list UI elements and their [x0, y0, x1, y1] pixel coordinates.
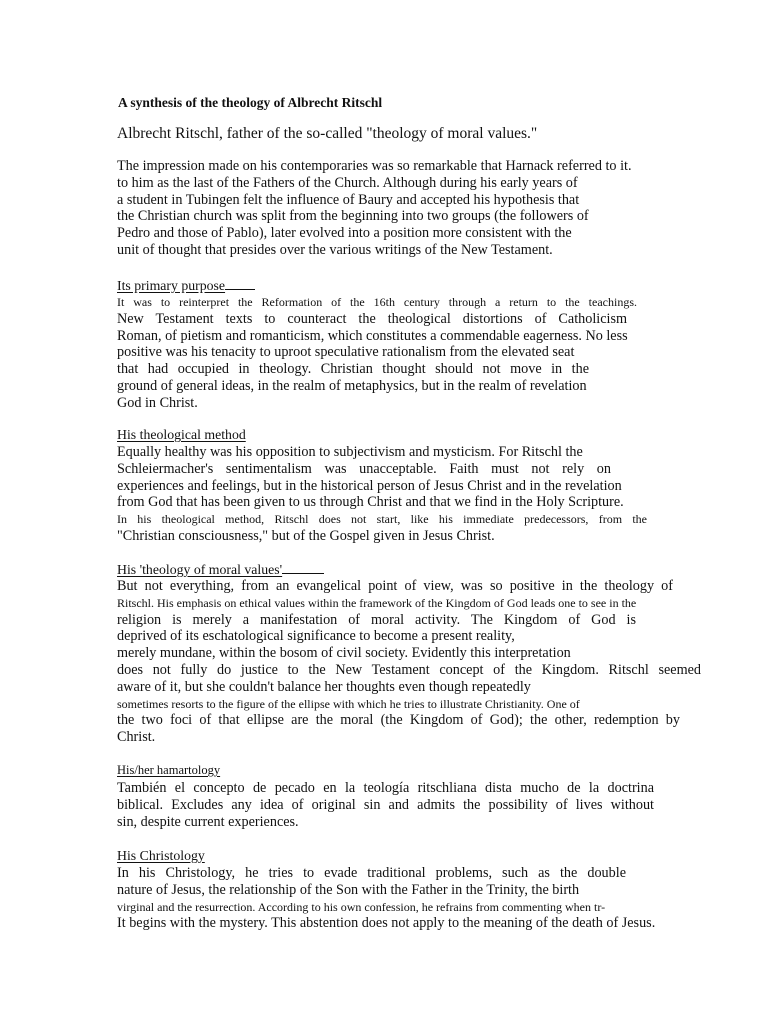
paragraph-line: biblical. Excludes any idea of original sin and admits the possibility of lives without	[117, 796, 654, 813]
paragraph-line: But not everything, from an evangelical point of view, was so positive in the theology of	[117, 578, 673, 594]
paragraph-line: Equally healthy was his opposition to subjectivism and mysticism. For Ritschl the	[117, 444, 583, 460]
paragraph-line: aware of it, but she couldn't balance her thoughts even though repeatedly	[117, 678, 531, 695]
paragraph-line: experiences and feelings, but in the historical person of Jesus Christ and in the revelation	[117, 477, 622, 494]
paragraph-line: New Testament texts to counteract the theological distortions of Catholicism	[117, 310, 627, 327]
paragraph-line: Roman, of pietism and romanticism, which constitutes a commendable eagerness. No less	[117, 327, 628, 344]
section-heading-christology: His Christology	[117, 848, 205, 863]
section-body-primary-purpose	[117, 294, 677, 412]
paragraph-line: the two foci of that ellipse are the moral (the Kingdom of God); the other, redemption by	[117, 712, 680, 729]
document-title: A synthesis of the theology of Albrecht Ritschl	[118, 95, 383, 110]
paragraph-line: religion is merely a manifestation of moral activity. The Kingdom of God is	[117, 611, 636, 628]
paragraph-line: In his theological method, Ritschl does not start, like his immediate predecessors, from the	[117, 512, 647, 527]
paragraph-line: a student in Tubingen felt the influence of Baury and accepted his hypothesis that	[117, 191, 580, 208]
paragraph-line: ground of general ideas, in the realm of metaphysics, but in the realm of revelation	[117, 377, 587, 394]
paragraph-line: Christ.	[117, 729, 156, 746]
section-heading-moral-values: His 'theology of moral values'	[117, 561, 324, 578]
paragraph-line: does not fully do justice to the New Testament concept of the Kingdom. Ritschl seemed	[117, 661, 701, 678]
paragraph-line: that had occupied in theology. Christian thought should not move in the	[117, 361, 589, 378]
paragraph-line: positive was his tenacity to uproot speculative rationalism from the elevated seat	[117, 344, 575, 361]
section-heading-primary-purpose: Its primary purpose	[117, 277, 255, 294]
section-heading-hamartology: His/her hamartology	[117, 763, 221, 777]
paragraph-line: unit of thought that presides over the various writings of the New Testament.	[117, 241, 553, 258]
paragraph-line: Schleiermacher's sentimentalism was unacceptable. Faith must not rely on	[117, 460, 611, 477]
section-body-theological-method	[117, 444, 677, 545]
paragraph-line: virginal and the resurrection. According to his own confession, he refrains from commenting when tr-	[117, 899, 606, 914]
paragraph-line: "Christian consciousness," but of the Gospel given in Jesus Christ.	[117, 527, 495, 544]
paragraph-line: merely mundane, within the bosom of civil society. Evidently this interpretation	[117, 645, 571, 662]
paragraph-line: to him as the last of the Fathers of the Church. Although during his early years of	[117, 174, 578, 191]
paragraph-line: It was to reinterpret the Reformation of the 16th century through a return to the teachings.	[117, 295, 637, 309]
paragraph-line: deprived of its eschatological significance to become a present reality,	[117, 628, 515, 645]
paragraph-line: from God that has been given to us through Christ and that we find in the Holy Scripture.	[117, 494, 624, 511]
paragraph-line: Pedro and those of Pablo), later evolved into a position more consistent with the	[117, 225, 572, 242]
intro-paragraph	[117, 158, 677, 259]
document-subtitle: Albrecht Ritschl, father of the so-called "theology of moral values."	[117, 125, 538, 142]
paragraph-line: nature of Jesus, the relationship of the Son with the Father in the Trinity, the birth	[117, 881, 580, 898]
paragraph-line: sin, despite current experiences.	[117, 813, 299, 830]
section-body-hamartology	[117, 780, 677, 830]
section-body-moral-values	[117, 578, 701, 746]
paragraph-line: the Christian church was split from the beginning into two groups (the followers of	[117, 208, 589, 225]
section-body-christology	[117, 865, 677, 932]
paragraph-line: También el concepto de pecado en la teología ritschliana dista mucho de la doctrina	[117, 780, 654, 796]
paragraph-line: sometimes resorts to the figure of the ellipse with which he tries to illustrate Christianity. One of	[117, 696, 580, 711]
paragraph-line: God in Christ.	[117, 394, 198, 411]
paragraph-line: Ritschl. His emphasis on ethical values within the framework of the Kingdom of God leads one to see in the	[117, 595, 637, 610]
section-heading-theological-method: His theological method	[117, 427, 246, 442]
paragraph-line: The impression made on his contemporaries was so remarkable that Harnack referred to it.	[117, 158, 632, 174]
paragraph-line: In his Christology, he tries to evade traditional problems, such as the double	[117, 865, 626, 881]
paragraph-line: It begins with the mystery. This abstention does not apply to the meaning of the death of Jesus.	[117, 915, 656, 932]
